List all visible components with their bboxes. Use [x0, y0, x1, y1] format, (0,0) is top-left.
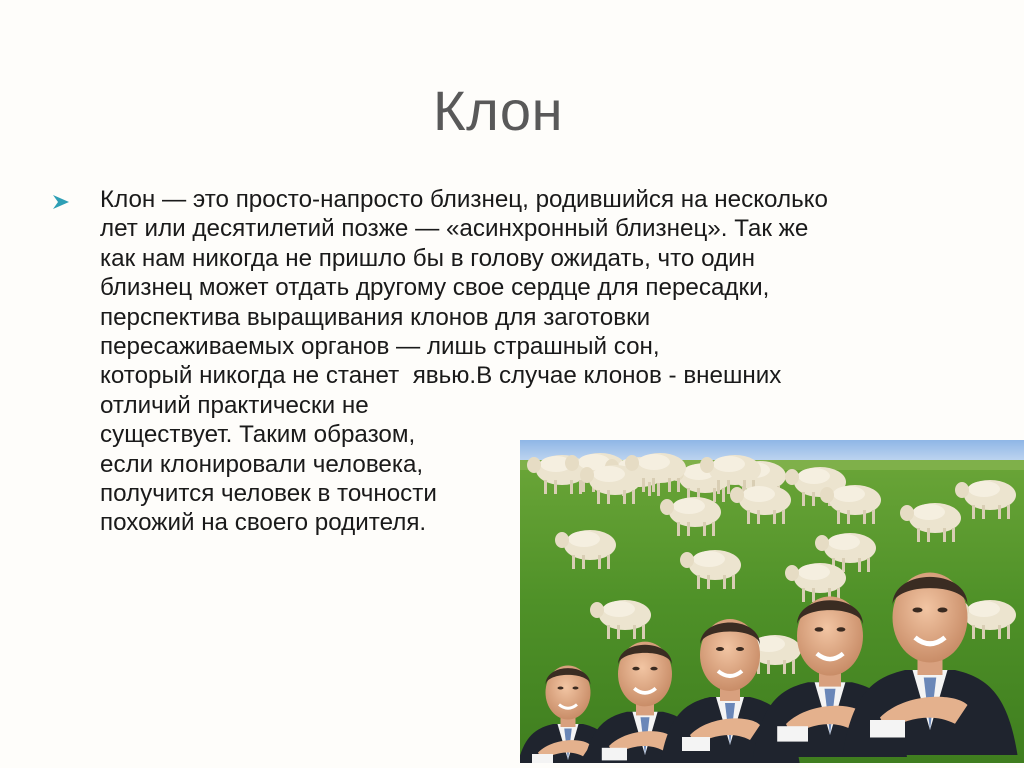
bullet-line: перспектива выращивания клонов для заготовки — [100, 303, 651, 331]
bullet-line: как нам никогда не пришло бы в голову ожидать, что один — [100, 244, 755, 272]
arrow-bullet-icon — [52, 194, 70, 210]
bullet-line: который никогда не станет явью.В случае клонов - внешних — [100, 362, 782, 390]
bullet-line: Клон — это просто-напросто близнец, родившийся на несколько — [100, 186, 828, 213]
bullet-line: получится человек в точности — [100, 480, 437, 508]
bullet-line: отличий практически не — [100, 391, 369, 419]
sheep-and-people-photo — [520, 440, 1024, 763]
bullet-line: лет или десятилетий позже — «асинхронный близнец». Так же — [100, 215, 809, 243]
slide-title: Клон — [433, 79, 563, 142]
bullet-line: если клонировали человека, — [100, 450, 424, 478]
bullet-line: существует. Таким образом, — [100, 421, 416, 449]
bullet-line: близнец может отдать другому свое сердце для пересадки, — [100, 274, 770, 302]
photo-illustration — [520, 440, 1024, 763]
bullet-line: похожий на своего родителя. — [100, 509, 427, 537]
bullet-line: пересаживаемых органов — лишь страшный сон, — [100, 333, 660, 361]
